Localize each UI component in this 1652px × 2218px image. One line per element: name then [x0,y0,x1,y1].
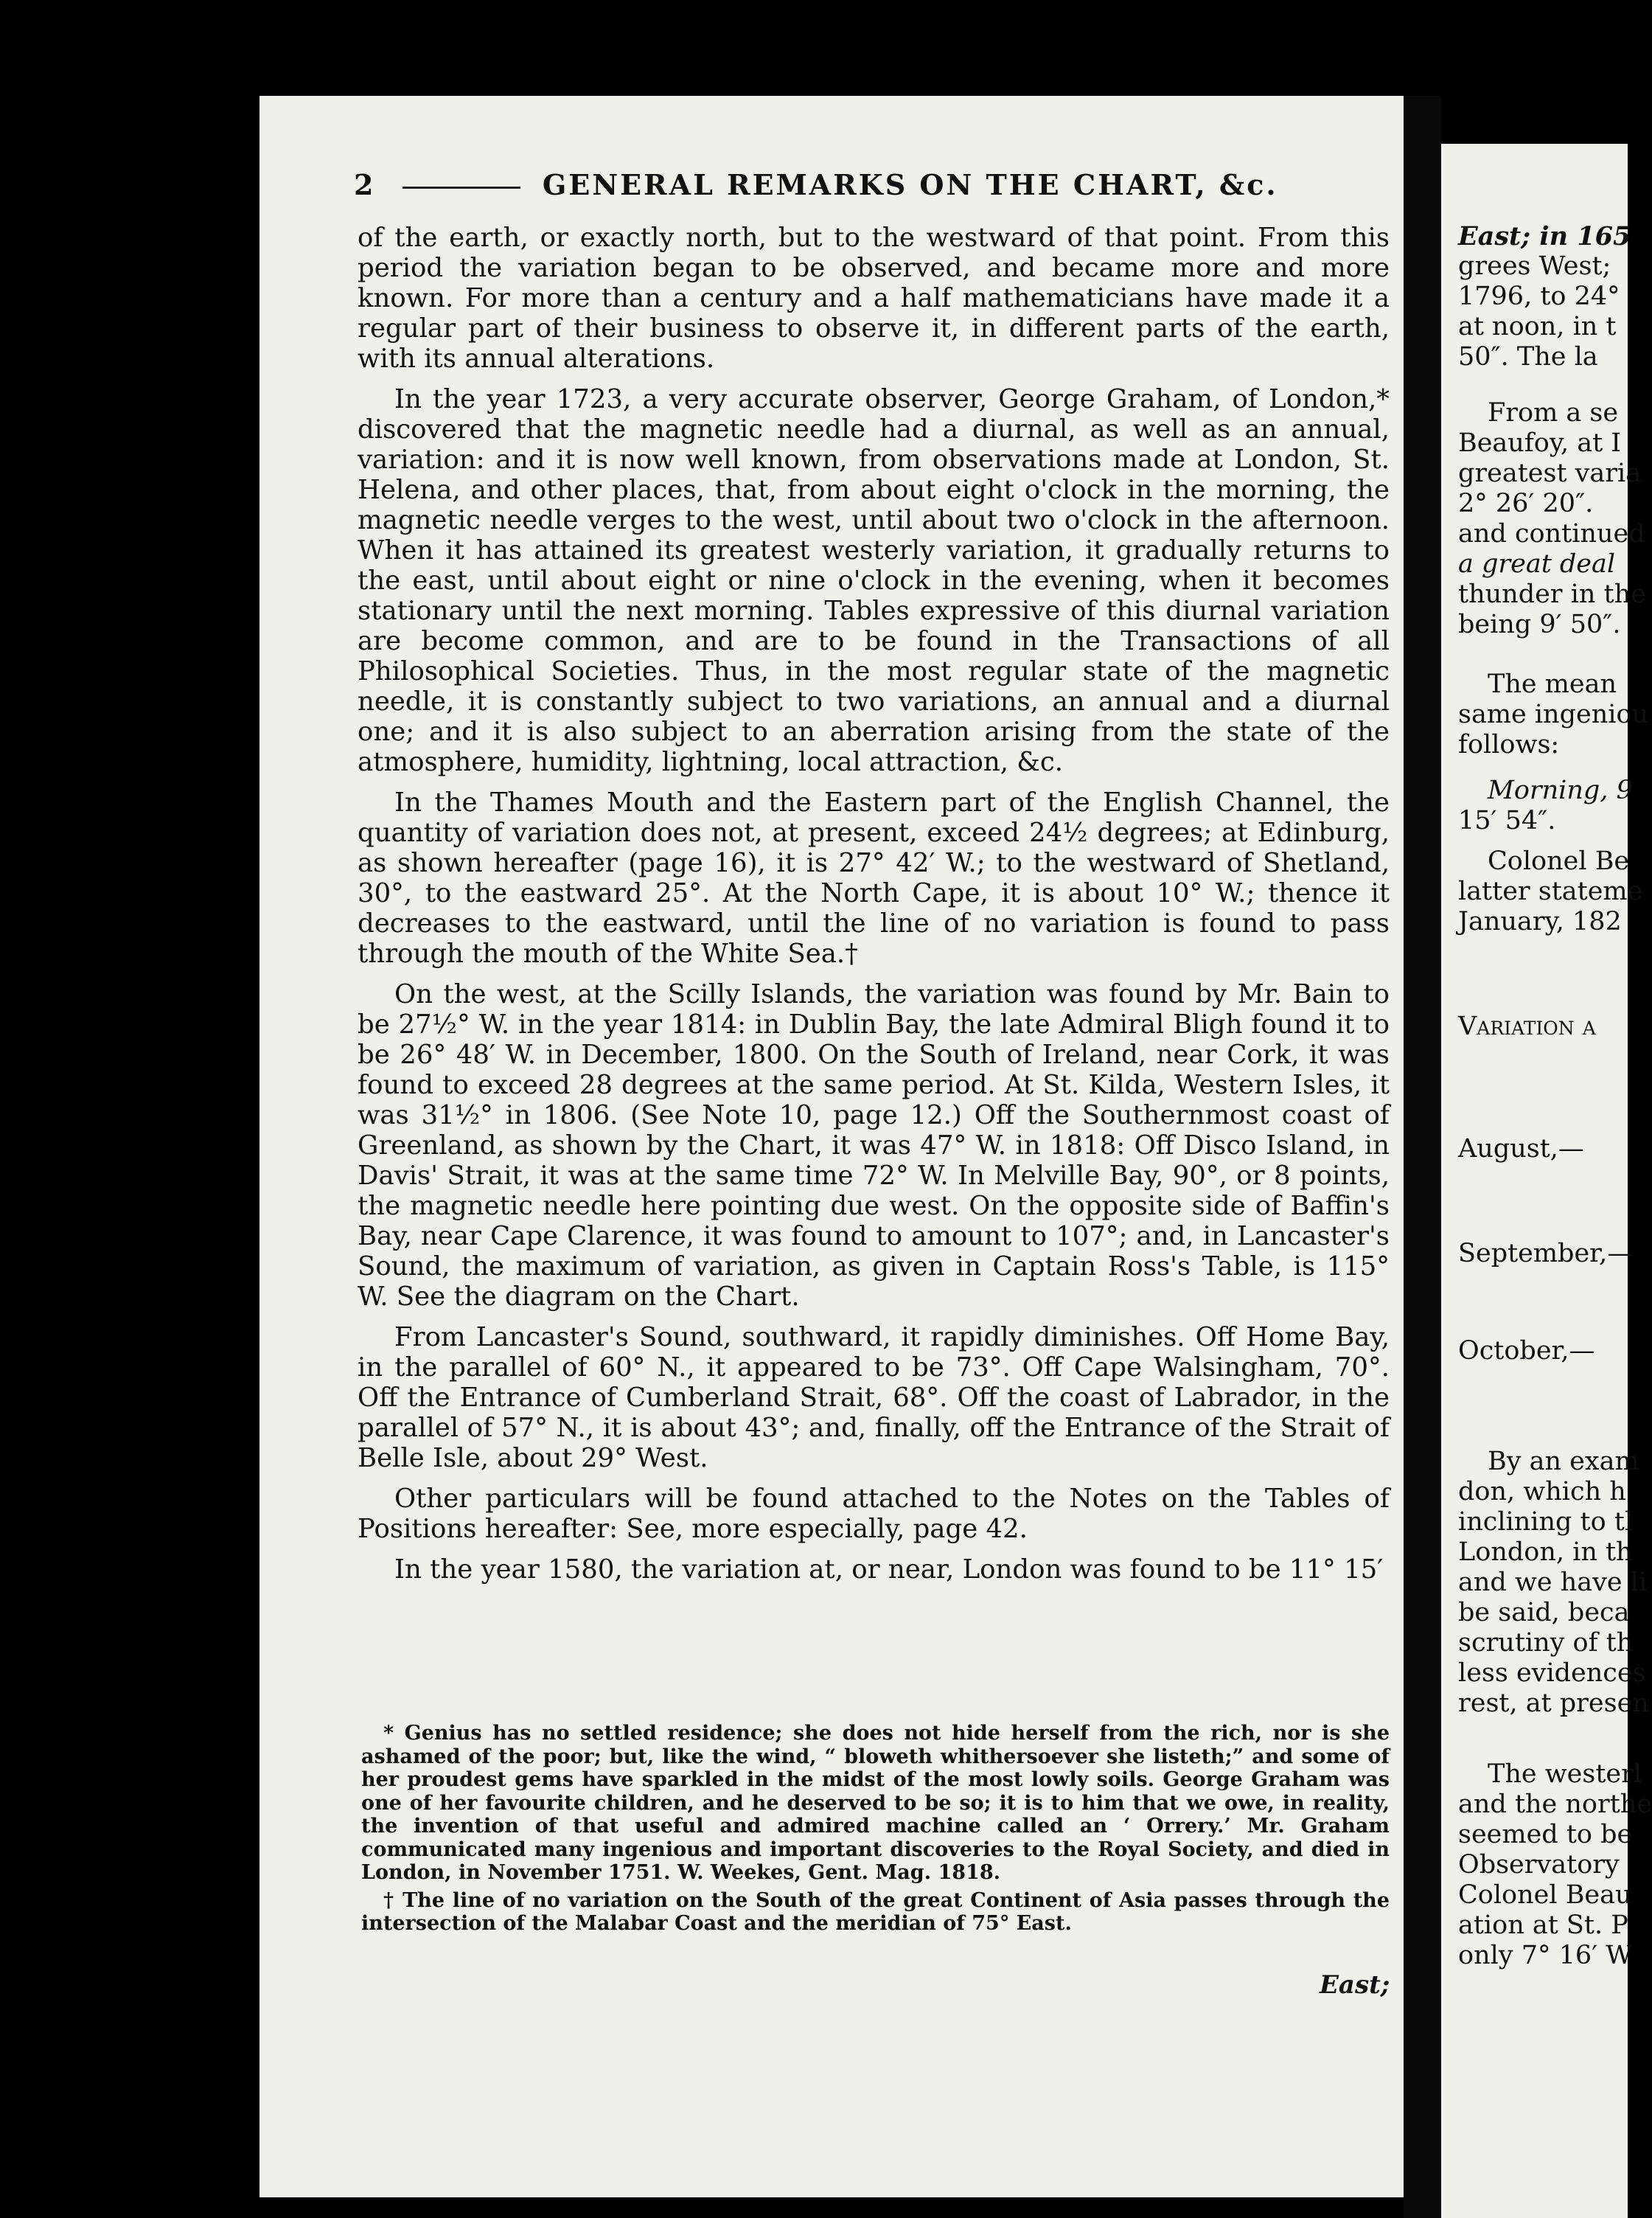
right-line: ation at St. P [1458,1911,1628,1940]
right-line: grees West; [1458,251,1611,281]
main-text [358,223,1390,1595]
page-number: 2 [354,168,376,201]
right-line: scrutiny of th [1458,1628,1634,1658]
right-line: rest, at presen [1458,1689,1649,1718]
right-line: From a se [1488,398,1619,428]
right-line: Colonel Beau [1458,1880,1632,1910]
right-line: thunder in the [1458,580,1646,609]
right-line: 2° 26′ 20″. [1458,489,1594,518]
right-line: The westerl [1488,1759,1642,1789]
right-text-block-5 [1458,846,1642,937]
head-rule [402,187,520,189]
paragraph: In the year 1723, a very accurate observer, George Graham, of London,* discovered that the magnetic needle had a diurnal, as well as an annual, variation: and it is now well known, from observations made at London, St. Helena, and other places, that, from about eight o'clock in the morning, the magnetic needle verges to the west, until about two o'clock in the afternoon. When it has attained its greatest westerly variation, it gradually returns to the east, until about eight or nine o'clock in the evening, when it becomes stationary until the next morning. Tables expressive of this diurnal variation are become common, and are to be found in the Transactions of all Philosophical Societies. Thus, in the most regular state of the magnetic needle, it is constantly subject to two variations, an annual and a diurnal one; and it is also subject to an aberration arising from the state of the atmosphere, humidity, lightning, local attraction, &c. [358,384,1390,777]
right-line: inclining to tl [1458,1507,1634,1537]
running-head [354,168,1371,201]
right-line: and the northe [1458,1790,1652,1819]
right-text-block-3 [1458,670,1648,760]
paragraph: From Lancaster's Sound, southward, it rapidly diminishes. Off Home Bay, in the parallel of 60° N., it appeared to be 73°. Off Cape Walsingham, 70°. Off the Entrance of Cumberland Strait, 68°. Off the coast of Labrador, in the parallel of 57° N., it is about 43°; and, finally, off the Entrance of the Strait of Belle Isle, about 29° West. [358,1322,1390,1473]
right-line: same ingeniou [1458,700,1649,729]
right-line: Morning, 9 [1488,776,1633,805]
right-line: and continued [1458,519,1645,549]
right-month-label: September,— [1458,1239,1634,1268]
right-line: greatest varia [1458,459,1642,488]
right-line: 15′ 54″. [1458,806,1556,835]
right-line: being 9′ 50″. [1458,610,1621,639]
right-line: Colonel Be [1488,846,1630,876]
right-line: be said, beca [1458,1598,1630,1627]
right-line: 1796, to 24° [1458,282,1620,311]
running-head-title: GENERAL REMARKS ON THE CHART, &c. [542,168,1278,201]
right-line: January, 182 [1458,907,1622,936]
paragraph: On the west, at the Scilly Islands, the variation was found by Mr. Bain to be 27½° W. in the year 1814: in Dublin Bay, the late Admiral Bligh found it to be 26° 48′ W. in December, 1800. On the South of Ireland, near Cork, it was found to exceed 28 degrees at the same period. At St. Kilda, Western Isles, it was 31½° in 1806. (See Note 10, page 12.) Off the Southernmost coast of Greenland, as shown by the Chart, it was 47° W. in 1818: Off Disco Island, in Davis' Strait, it was at the same time 72° W. In Melville Bay, 90°, or 8 points, the magnetic needle here pointing due west. On the opposite side of Baffin's Bay, near Cape Clarence, it was found to amount to 107°; and, in Lancaster's Sound, the maximum of variation, as given in Captain Ross's Table, is 115° W. See the diagram on the Chart. [358,979,1390,1312]
right-line: East; in 165 [1458,221,1631,251]
right-text-block-4 [1458,776,1633,836]
right-line: don, which h [1458,1477,1626,1506]
footnotes [361,1722,1390,1940]
book-gutter [1404,96,1441,2218]
paragraph: of the earth, or exactly north, but to the westward of that point. From this period the variation began to be observed, and became more and more known. For more than a century and a half mathematicians have made it a regular part of their business to observe it, in different parts of the earth, with its annual alterations. [358,223,1390,374]
right-line: Observatory [1458,1850,1620,1880]
footnote: * Genius has no settled residence; she does not hide herself from the rich, nor is she ashamed of the poor; but, like the wind, “ bloweth whithersoever she listeth;” and some of her proudest gems have sparkled in the midst of the most lowly soils. George Graham was one of her favourite children, and he deserved to be so; it is to him that we owe, in reality, the invention of that useful and admired machine called an ‘ Orrery.’ Mr. Graham communicated many ingenious and important discoveries to the Royal Society, and died in London, in November 1751. W. Weekes, Gent. Mag. 1818. [361,1722,1390,1884]
right-line: The mean [1488,670,1617,699]
right-line: seemed to be [1458,1820,1633,1849]
right-text-block-7 [1458,1759,1652,1971]
right-text-block-6 [1458,1447,1649,1719]
paragraph: In the year 1580, the variation at, or near, London was found to be 11° 15′ [394,1554,1384,1585]
right-line: only 7° 16′ W [1458,1941,1633,1970]
right-text-block-1 [1458,221,1631,372]
right-line: 50″. The la [1458,342,1598,372]
right-line: Beaufoy, at I [1458,428,1622,458]
right-line: follows: [1458,730,1560,759]
right-line: a great deal [1458,549,1616,579]
right-table-heading: Variation a [1458,1012,1596,1041]
right-line: and we have li [1458,1568,1648,1597]
right-line: less evidences [1458,1658,1646,1688]
paragraph: In the Thames Mouth and the Eastern part of the English Channel, the quantity of variation does not, at present, exceed 24½ degrees; at Edinburg, as shown hereafter (page 16), it is 27° 42′ W.; to the westward of Shetland, 30°, to the eastward 25°. At the North Cape, it is about 10° W.; thence it decreases to the eastward, until the line of no variation is found to pass through the mouth of the White Sea.† [358,788,1390,969]
right-month-label: October,— [1458,1336,1595,1366]
right-line: latter stateme [1458,877,1643,906]
catchword: East; [1320,1970,1390,2000]
footnote: † The line of no variation on the South of the great Continent of Asia passes through the intersection of the Malabar Coast and the meridian of 75° East. [361,1888,1390,1935]
right-line: at noon, in t [1458,312,1617,341]
right-text-block-2 [1458,398,1646,640]
right-line: By an exam [1488,1447,1639,1476]
right-month-label: August,— [1458,1134,1584,1164]
right-line: London, in th [1458,1537,1633,1567]
paragraph: Other particulars will be found attached to the Notes on the Tables of Positions hereafter: See, more especially, page 42. [358,1484,1390,1544]
